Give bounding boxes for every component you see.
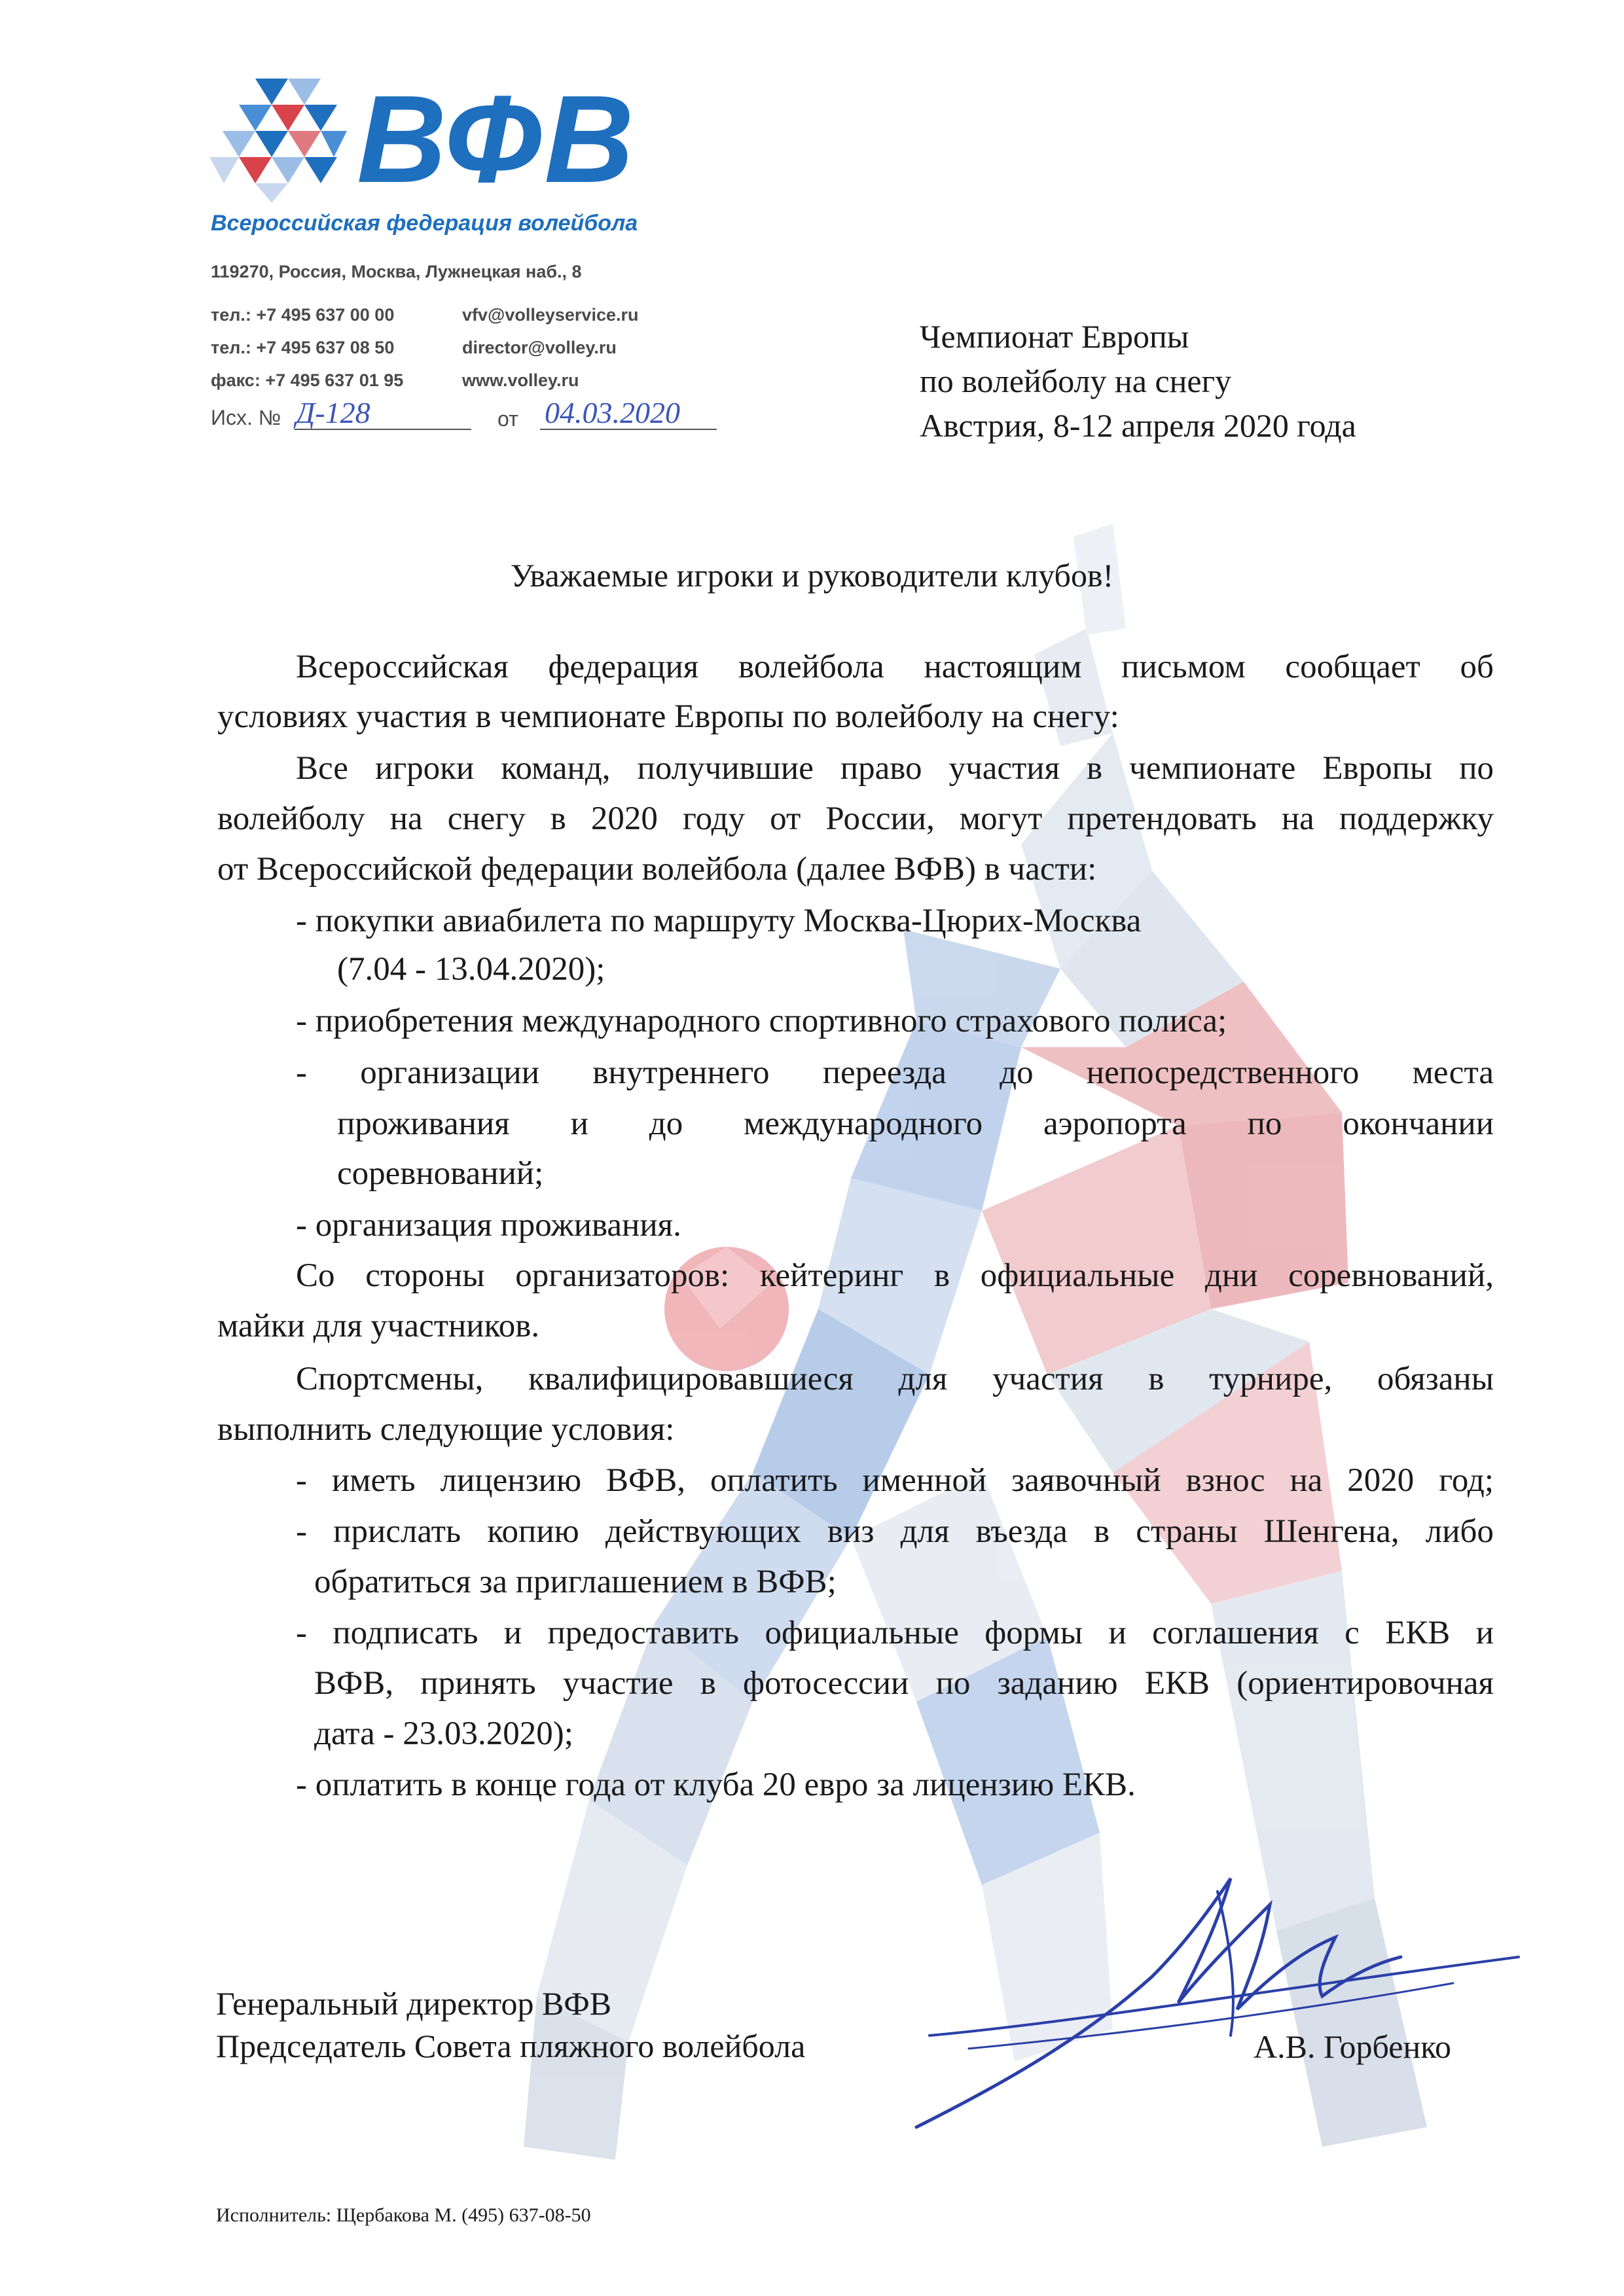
condition-2-line-1: - прислать копию действующих виз для въезда в страны Шенгена, либо <box>296 1513 1494 1550</box>
vfv-logo-icon <box>209 79 347 203</box>
handwritten-signature <box>812 1865 1532 2140</box>
phone-number-2: тел.: +7 495 637 08 50 <box>211 338 395 357</box>
support-item-4: - организация проживания. <box>296 1207 681 1244</box>
phone-number-1: тел.: +7 495 637 00 00 <box>211 305 395 325</box>
outgoing-number-handwritten: Д-128 <box>296 396 370 429</box>
outgoing-number-label: Исх. № <box>211 406 281 429</box>
executor-note: Исполнитель: Щербакова М. (495) 637-08-50 <box>216 2204 591 2226</box>
organization-address: 119270, Россия, Москва, Лужнецкая наб., 8 <box>211 262 582 281</box>
website: www.volley.ru <box>462 370 579 390</box>
date-label: от <box>497 407 518 431</box>
paragraph-2-line-2: волейболу на снегу в 2020 году от России, могут претендовать на поддержку <box>217 800 1494 837</box>
condition-1: - иметь лицензию ВФВ, оплатить именной заявочный взнос на 2020 год; <box>296 1462 1494 1499</box>
addressee-block <box>920 314 1509 448</box>
support-item-1-line-1: - покупки авиабилета по маршруту Москва-Цюрих-Москва <box>296 903 1142 939</box>
paragraph-1-line-1: Всероссийская федерация волейбола настоящим письмом сообщает об <box>296 649 1494 685</box>
signatory-title-2: Председатель Совета пляжного волейбола <box>216 2028 806 2064</box>
paragraph-4-line-1: Спортсмены, квалифицировавшиеся для участия в турнире, обязаны <box>296 1361 1494 1397</box>
paragraph-2-line-3: от Всероссийской федерации волейбола (далее ВФВ) в части: <box>217 851 1097 888</box>
condition-4: - оплатить в конце года от клуба 20 евро за лицензию ЕКВ. <box>296 1767 1136 1803</box>
fax-number: факс: +7 495 637 01 95 <box>211 370 404 390</box>
addressee-line-1: Чемпионат Европы <box>920 318 1189 355</box>
paragraph-1-line-2: условиях участия в чемпионате Европы по волейболу на снегу: <box>217 698 1119 735</box>
date-handwritten: 04.03.2020 <box>545 396 680 429</box>
addressee-line-3: Австрия, 8-12 апреля 2020 года <box>920 407 1356 444</box>
paragraph-2-line-1: Все игроки команд, получившие право участия в чемпионате Европы по <box>296 750 1494 787</box>
signatory-title-1: Генеральный директор ВФВ <box>216 1985 612 2022</box>
support-item-1-line-2: (7.04 - 13.04.2020); <box>337 951 605 988</box>
condition-3-line-1: - подписать и предоставить официальные формы и соглашения с ЕКВ и <box>296 1615 1494 1651</box>
paragraph-3-line-2: майки для участников. <box>217 1308 540 1344</box>
support-item-3-line-1: - организации внутреннего переезда до непосредственного места <box>296 1054 1494 1091</box>
support-item-3-line-3: соревнований; <box>337 1155 544 1192</box>
support-item-2: - приобретения международного спортивного страхового полиса; <box>296 1003 1227 1039</box>
paragraph-4-line-2: выполнить следующие условия: <box>217 1411 675 1448</box>
condition-2-line-2: обратиться за приглашением в ВФВ; <box>314 1564 837 1600</box>
paragraph-3-line-1: Со стороны организаторов: кейтеринг в официальные дни соревнований, <box>296 1257 1494 1294</box>
email-2: director@volley.ru <box>462 338 617 357</box>
email-1: vfv@volleyservice.ru <box>462 305 639 325</box>
condition-3-line-2: ВФВ, принять участие в фотосессии по заданию ЕКВ (ориентировочная <box>314 1665 1494 1702</box>
organization-name: Всероссийская федерация волейбола <box>211 211 638 236</box>
condition-3-line-3: дата - 23.03.2020); <box>314 1715 573 1752</box>
addressee-line-2: по волейболу на снегу <box>920 363 1232 399</box>
salutation: Уважаемые игроки и руководители клубов! <box>510 557 1114 594</box>
logo-wordmark: ВФВ <box>357 70 637 209</box>
signatory-name: А.В. Горбенко <box>1254 2028 1451 2065</box>
support-item-3-line-2: проживания и до международного аэропорта по окончании <box>337 1105 1494 1142</box>
